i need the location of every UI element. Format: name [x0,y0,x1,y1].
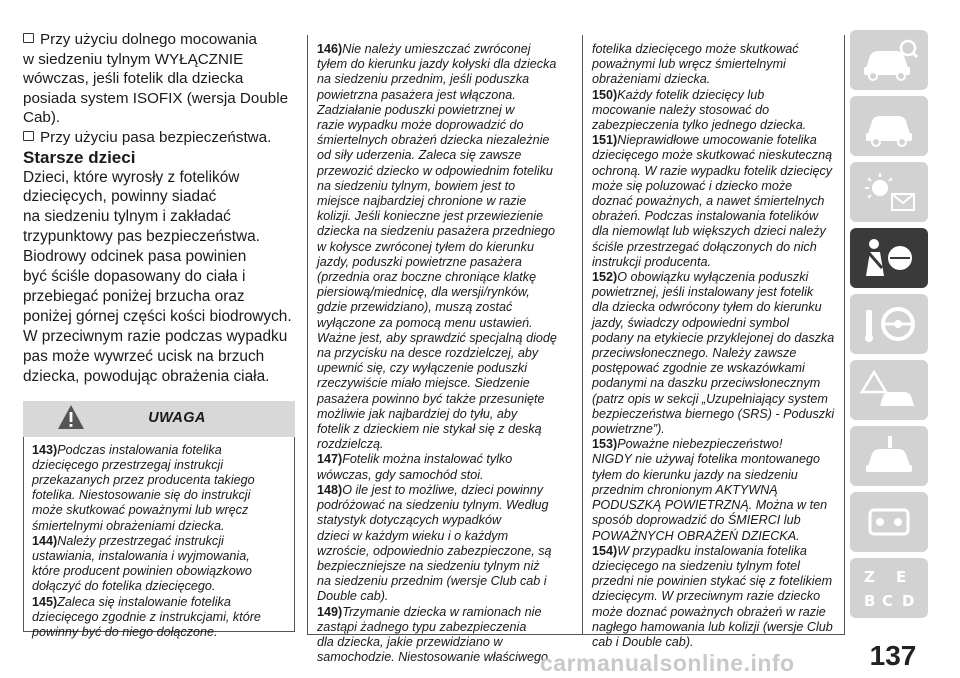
item-text: Trzymanie dziecka w ramionach nie zastąpi żadnego typu zabezpieczenia dla dziecka, jakie przewidziano w samochodzie. Niestosowanie właściwego [317,604,548,665]
warning-item [592,437,838,543]
middle-column [307,35,583,665]
lights-icon [860,170,918,214]
continued-text [592,42,838,88]
svg-text:C: C [882,592,894,610]
item-text: Podczas instalowania fotelika dziecięcego przestrzegaj instrukcji przekazanych przez producenta takiego fotelika. Niestosowanie się do instrukcji może skutkować poważnymi lub wręcz śmiertelnymi obrażeniami dziecka. [32,442,255,533]
warning-item [592,133,838,270]
warning-header [23,401,295,437]
tab-index[interactable] [850,558,928,618]
tab-lights[interactable] [850,162,928,222]
item-text: fotelika dziecięcego może skutkować poważnymi lub wręcz śmiertelnymi obrażeniami dziecka. [592,42,799,87]
tab-maintenance[interactable] [850,426,928,486]
bullet-item [23,128,295,148]
warning-item [592,544,838,650]
left-column [23,30,295,639]
svg-text:Z: Z [864,568,875,586]
warning-car-icon [860,368,918,412]
svg-text:D: D [902,592,915,610]
section-subheading: Starsze dzieci [23,147,136,167]
item-number: 150) [592,87,618,102]
chapter-tabs [850,30,930,624]
svg-text:B: B [864,592,876,610]
warning-item [317,42,574,452]
item-number: 144) [32,533,58,548]
warning-item [317,452,574,482]
item-text: Poważne niebezpieczeństwo! NIGDY nie używaj fotelika montowanego tyłem do kierunku jazdy na siedzeniu przednim chronionym AKTYWNĄ PODUSZKĄ POWIETRZNĄ. Można w ten sposób doprowadzić do ŚMIERCI lub POWAŻNYCH OBRAŻEŃ DZIECKA. [592,437,828,543]
warning-item [32,595,286,641]
item-number: 151) [592,133,618,148]
item-text: W przypadku instalowania fotelika dziecięcego na siedzeniu tylnym fotel przedni nie powinien stykać się z fotelikiem dziecięcym. W przeciwnym razie dziecko może doznać poważnych obrażeń w razie nagłego hamowania lub kolizji (wersje Club cab i Double cab). [592,543,833,649]
item-number: 149) [317,604,343,619]
warning-item [592,270,838,437]
item-text: O ile jest to możliwe, dzieci powinny podróżować na siedzeniu tylnym. Według statystyk dotyczących wypadków dzieci w każdym wieku i o każdym wzroście, odpowiednio zabezpieczone, są bezpieczniejsze na siedzeniu tylnym niż na siedzeniu przednim (wersje Club cab i Double cab). [317,482,552,604]
svg-text:E: E [896,568,907,586]
alphabet-index-icon [860,566,918,610]
bullet-text: Przy użyciu pasa bezpieczeństwa. [40,128,272,146]
watermark: carmanualsonline.info [540,650,795,676]
car-info-icon [860,38,918,82]
warning-item [592,88,838,134]
body-paragraph: Dzieci, które wyrosły z fotelików dziecięcych, powinny siadać na siedzeniu tylnym i zakładać trzypunktowy pas bezpieczeństwa. Biodrowy odcinek pasa powinien być ściśle dopasowany do ciała i przebiegać poniżej brzucha oraz poniżej górnej części kości biodrowych. W przeciwnym razie podczas wypadku pas może wywrzeć ucisk na brzuch dziecka, powodując obrażenia ciała. [23,168,292,385]
item-text: Nie należy umieszczać zwróconej tyłem do kierunku jazdy kołyski dla dziecka na siedzeniu przednim, jeśli poduszka powietrzna pasażera jest włączona. Zadziałanie poduszki powietrznej w razie wypadku może doprowadzić do śmiertelnych obrażeń dziecka niezależnie od siły uderzenia. Zaleca się zawsze przewozić dziecko w odpowiednim foteliku na siedzeniu tylnym, bowiem jest to miejsce najbardziej chronione w razie kolizji. Jeśli konieczne jest przewiezienie dziecka na siedzeniu pasażera przedniego w kołysce zwróconej tyłem do kierunku jazdy, poduszki powietrzne pasażera (przednia oraz boczne chroniące klatkę piersiową/miednicę, dla wersji/rynków, gdzie przewidziano), muszą zostać wyłączone za pomocą menu ustawień. Ważne jest, aby sprawdzić specjalną diodę na przycisku na desce rozdzielczej, aby upewnić się, czy wyłączenie poduszki rzeczywiście miało miejsce. Siedzenie pasażera powinno być także przesunięte możliwie jak najbardziej do tyłu, aby fotelik z dzieckiem nie stykał się z deską rozdzielczą. [317,42,557,452]
page-number: 137 [869,640,917,671]
tab-technical[interactable] [850,492,928,552]
item-number: 145) [32,594,58,609]
item-text: O obowiązku wyłączenia poduszki powietrznej, jeśli instalowany jest fotelik dla dziecka odwrócony tyłem do kierunku jazdy, świadczy odpowiedni symbol podany na etykiecie przyklejonej do daszka przeciwsłonecznego. Należy zawsze postępować zgodnie ze wskazówkami podanymi na daszku przeciwsłonecznym (patrz opis w sekcji „Uzupełniający system bezpieczeństwa biernego (SRS) - Poduszki powietrzne”). [592,270,835,437]
item-text: Nieprawidłowe umocowanie fotelika dziecięcego może skutkować nieskuteczną ochroną. W razie wypadku fotelik dziecięcy może się poluzować i dziecko może doznać poważnych, a nawet śmiertelnych obrażeń. Podczas instalowania fotelików dla niemowląt lub większych dzieci należy ściśle przestrzegać dołączonych do nich instrukcji producenta. [592,133,833,269]
item-number: 148) [317,482,343,497]
item-text: Każdy fotelik dziecięcy lub mocowanie należy stosować do zabezpieczenia tylko jednego dziecka. [592,87,807,133]
tab-emergency[interactable] [850,360,928,420]
warning-item [317,605,574,666]
item-number: 152) [592,270,618,285]
warning-title: UWAGA [148,409,206,426]
warning-item [32,443,286,534]
tab-starting-driving[interactable] [850,294,928,354]
item-number: 154) [592,543,618,558]
warning-box [23,437,295,639]
checkbox-bullet-icon [23,131,34,141]
item-number: 147) [317,452,343,467]
bullet-text: Przy użyciu dolnego mocowania w siedzeniu tylnym WYŁĄCZNIE wówczas, jeśli fotelik dla dziecka posiada system ISOFIX (wersja Double Cab). [23,31,289,127]
checkbox-bullet-icon [23,33,34,43]
car-tools-icon [860,500,918,544]
item-number: 153) [592,437,618,452]
tab-car-info[interactable] [850,30,928,90]
seatbelt-airbag-icon [860,236,918,280]
wrench-car-icon [860,434,918,478]
warning-item [32,534,286,595]
item-number: 143) [32,442,58,457]
tab-dashboard[interactable] [850,96,928,156]
item-text: Fotelik można instalować tylko wówczas, gdy samochód stoi. [317,452,513,482]
bullet-item [23,30,295,128]
warning-item [317,483,574,605]
item-text: Zaleca się instalowanie fotelika dziecięcego zgodnie z instrukcjami, które powinny być do niego dołączone. [32,594,261,639]
item-text: Należy przestrzegać instrukcji ustawiania, instalowania i wyjmowania, które producent powinien obowiązkowo dołączyć do fotelika dziecięcego. [32,533,252,594]
item-number: 146) [317,42,343,56]
tab-safety[interactable] [850,228,928,288]
right-column [583,35,845,649]
car-dashboard-icon [860,104,918,148]
key-steering-icon [860,302,918,346]
